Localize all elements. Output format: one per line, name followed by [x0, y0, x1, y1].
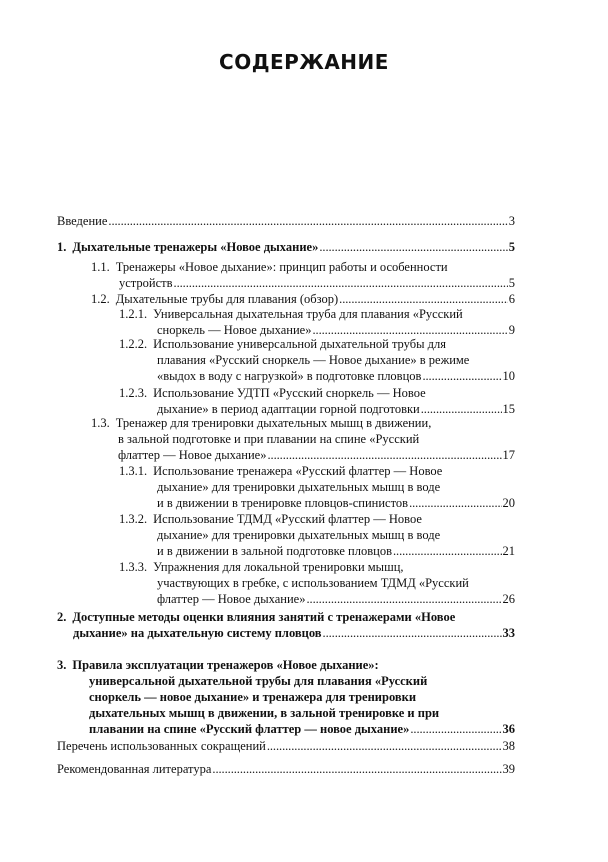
- toc-entry-line: [57, 657, 515, 673]
- toc-entry-last-line: [119, 543, 515, 559]
- toc-entry-number: 1.3.3.: [119, 560, 148, 574]
- page-title: СОДЕРЖАНИЕ: [219, 50, 389, 74]
- toc-entry-text: Дыхательные тренажеры «Новое дыхание»: [72, 240, 319, 254]
- toc-entry-text: Рекомендованная литература: [57, 762, 212, 776]
- dot-leader: [422, 368, 501, 384]
- toc-entry-text: Использование тренажера «Русский флаттер — Новое: [153, 464, 443, 478]
- toc-entry-text: плавания «Русский сноркель — Новое дыхание» в режиме: [157, 353, 470, 367]
- toc-page-number: 20: [502, 496, 515, 510]
- dot-leader: [212, 761, 501, 777]
- toc-page-number: 33: [502, 626, 515, 640]
- toc-entry-line: [119, 385, 515, 401]
- dot-leader: [409, 495, 501, 511]
- toc-entry[interactable]: [57, 738, 515, 754]
- toc-entry-line: [119, 306, 515, 322]
- toc-entry-text: Упражнения для локальной тренировки мышц,: [153, 560, 404, 574]
- toc-page-number: 38: [502, 739, 515, 753]
- toc-entry-line: [119, 559, 515, 575]
- toc-entry-text: Введение: [57, 214, 108, 228]
- toc-entry-text: флаттер — Новое дыхание»: [157, 592, 306, 606]
- toc-entry-text: участвующих в гребке, с использованием ТДМД «Русский: [157, 576, 469, 590]
- toc-entry-number: 1.3.: [91, 416, 110, 430]
- dot-leader: [339, 291, 508, 307]
- toc-entry-text: дыхание» для тренировки дыхательных мышц в воде: [157, 480, 441, 494]
- toc-page-number: 9: [508, 323, 515, 337]
- toc-entry-text: и в движении в тренировке пловцов-спинистов: [157, 496, 409, 510]
- toc-entry-line: [57, 705, 515, 721]
- toc-entry-number: 1.3.2.: [119, 512, 148, 526]
- toc-entry-text: универсальной дыхательной трубы для плавания «Русский: [89, 674, 428, 688]
- toc-page-number: 10: [502, 369, 515, 383]
- toc-entry-text: Использование ТДМД «Русский флаттер — Новое: [153, 512, 422, 526]
- toc-entry-text: сноркель — Новое дыхание»: [157, 323, 312, 337]
- toc-entry-text: дыхание» в период адаптации горной подготовки: [157, 402, 420, 416]
- toc-entry[interactable]: [119, 559, 515, 607]
- dot-leader: [267, 738, 502, 754]
- toc-page-number: 21: [502, 544, 515, 558]
- toc-entry-text: Тренажер для тренировки дыхательных мышц в движении,: [115, 416, 432, 430]
- toc-entry-line: [119, 575, 515, 591]
- toc-entry-line: [119, 527, 515, 543]
- toc-entry-text: устройств: [119, 276, 173, 290]
- toc-entry-line: [91, 259, 515, 275]
- toc-entry-text: и в движении в зальной подготовке пловцов: [157, 544, 392, 558]
- toc-page-number: 36: [502, 722, 515, 736]
- toc-entry[interactable]: [57, 657, 515, 737]
- toc-entry-line: [119, 336, 515, 352]
- toc-page-number: 5: [508, 276, 515, 290]
- toc-entry-line: [57, 689, 515, 705]
- toc-entry-number: 1.2.3.: [119, 386, 148, 400]
- toc-entry-last-line: [91, 275, 515, 291]
- toc-entry-last-line: [119, 591, 515, 607]
- toc-entry-line: [119, 463, 515, 479]
- toc-entry-last-line: [57, 213, 515, 229]
- toc-entry-text: Перечень использованных сокращений: [57, 739, 266, 753]
- toc-entry-text: флаттер — Новое дыхание»: [118, 448, 267, 462]
- toc-entry-last-line: [57, 239, 515, 255]
- toc-entry-number: 2.: [57, 610, 67, 624]
- toc-page-number: 26: [502, 592, 515, 606]
- toc-entry-text: «выдох в воду с нагрузкой» в подготовке пловцов: [157, 369, 422, 383]
- toc-entry-number: 1.2.2.: [119, 337, 148, 351]
- toc-entry[interactable]: [57, 239, 515, 255]
- toc-page-number: 6: [508, 292, 515, 306]
- dot-leader: [267, 447, 501, 463]
- toc-entry-last-line: [57, 721, 515, 737]
- toc-entry-text: Универсальная дыхательная труба для плавания «Русский: [153, 307, 463, 321]
- toc-entry[interactable]: [119, 306, 515, 338]
- toc-entry[interactable]: [91, 415, 515, 463]
- toc-entry[interactable]: [57, 213, 515, 229]
- toc-entry-line: [91, 431, 515, 447]
- toc-entry-text: дыхание» для тренировки дыхательных мышц в воде: [157, 528, 441, 542]
- dot-leader: [393, 543, 502, 559]
- dot-leader: [306, 591, 501, 607]
- toc-entry-text: сноркель — новое дыхание» и тренажера для тренировки: [89, 690, 417, 704]
- toc-entry-text: дыхательных мышц в движении, в зальной тренировке и при: [89, 706, 440, 720]
- toc-entry[interactable]: [57, 609, 515, 641]
- toc-entry-number: 1.3.1.: [119, 464, 148, 478]
- toc-entry-number: 3.: [57, 658, 67, 672]
- toc-entry-number: 1.1.: [91, 260, 110, 274]
- toc-entry-text: Доступные методы оценки влияния занятий с тренажерами «Новое: [72, 610, 456, 624]
- toc-entry-text: Дыхательные трубы для плавания (обзор): [115, 292, 339, 306]
- dot-leader: [319, 239, 507, 255]
- toc-entry-number: 1.2.1.: [119, 307, 148, 321]
- toc-page-number: 15: [502, 402, 515, 416]
- toc-entry-text: Правила эксплуатации тренажеров «Новое дыхание»:: [72, 658, 379, 672]
- toc-entry-line: [57, 673, 515, 689]
- toc-entry-line: [119, 511, 515, 527]
- toc-page-number: 17: [502, 448, 515, 462]
- toc-entry[interactable]: [119, 385, 515, 417]
- toc-entry-line: [119, 479, 515, 495]
- toc-entry[interactable]: [57, 761, 515, 777]
- toc-entry-last-line: [119, 368, 515, 384]
- toc-entry-text: Использование универсальной дыхательной трубы для: [153, 337, 446, 351]
- toc-entry-line: [57, 609, 515, 625]
- toc-entry-text: Использование УДТП «Русский сноркель — Новое: [153, 386, 426, 400]
- toc-page-number: 3: [508, 214, 515, 228]
- toc-entry[interactable]: [91, 259, 515, 291]
- dot-leader: [174, 275, 508, 291]
- toc-entry-text: дыхание» на дыхательную систему пловцов: [73, 626, 322, 640]
- toc-page-number: 39: [502, 762, 515, 776]
- toc-entry-line: [119, 352, 515, 368]
- toc-entry-last-line: [57, 738, 515, 754]
- toc-entry[interactable]: [91, 291, 515, 307]
- toc-page-number: 5: [508, 240, 515, 254]
- dot-leader: [108, 213, 507, 229]
- toc-entry-last-line: [91, 447, 515, 463]
- toc-entry-last-line: [91, 291, 515, 307]
- toc-entry-number: 1.: [57, 240, 67, 254]
- toc-entry-last-line: [57, 625, 515, 641]
- toc-entry-number: 1.2.: [91, 292, 110, 306]
- toc-entry-last-line: [57, 761, 515, 777]
- toc-entry[interactable]: [119, 511, 515, 559]
- toc-entry-last-line: [119, 495, 515, 511]
- dot-leader: [410, 721, 501, 737]
- toc-entry-text: Тренажеры «Новое дыхание»: принцип работы и особенности: [115, 260, 448, 274]
- dot-leader: [323, 625, 502, 641]
- toc-entry-line: [91, 415, 515, 431]
- toc-entry[interactable]: [119, 463, 515, 511]
- toc-entry-text: в зальной подготовке и при плавании на спине «Русский: [118, 432, 420, 446]
- toc-entry[interactable]: [119, 336, 515, 384]
- toc-entry-text: плавании на спине «Русский флаттер — новое дыхание»: [89, 722, 410, 736]
